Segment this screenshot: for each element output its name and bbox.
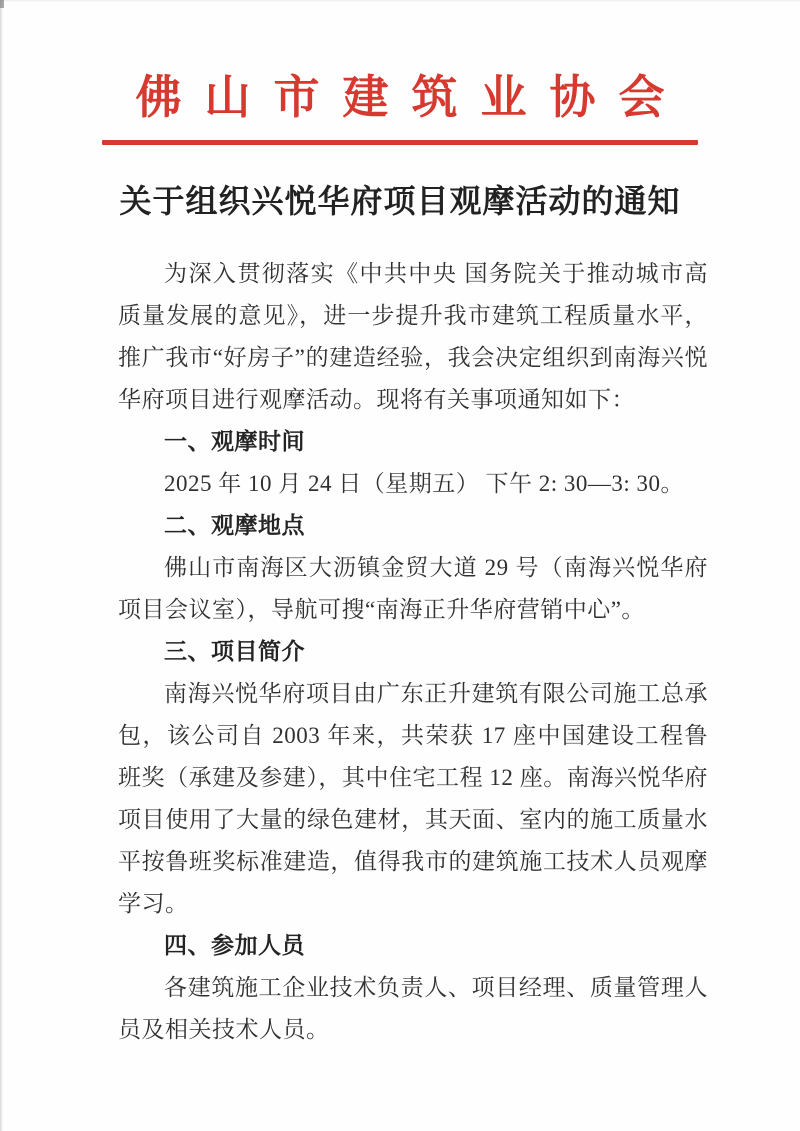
intro-paragraph: 为深入贯彻落实《中共中央 国务院关于推动城市高质量发展的意见》，进一步提升我市建筑工程质量水平，推广我市“好房子”的建造经验，我会决定组织到南海兴悦华府项目进行观摩活动。现将有关事项通知如下： (118, 261, 708, 412)
document-title: 关于组织兴悦华府项目观摩活动的通知 (119, 183, 681, 219)
letterhead-rule (102, 140, 698, 145)
section-body-time: 2025 年 10 月 24 日（星期五） 下午 2: 30—3: 30。 (164, 471, 685, 496)
section-heading-location: 二、观摩地点 (164, 513, 305, 538)
scan-edge-artifact (0, 0, 3, 1131)
section-body-participants: 各建筑施工企业技术负责人、项目经理、质量管理人员及相关技术人员。 (118, 975, 708, 1042)
section-heading-participants: 四、参加人员 (164, 933, 305, 958)
section-body-location: 佛山市南海区大沥镇金贸大道 29 号（南海兴悦华府项目会议室），导航可搜“南海正升华府营销中心”。 (118, 555, 708, 622)
document-body (0, 253, 708, 1051)
section-heading-time: 一、观摩时间 (164, 429, 305, 454)
section-heading-project-intro: 三、项目简介 (164, 639, 305, 664)
scan-edge-artifact (0, 0, 800, 2)
scan-corner-artifact (0, 0, 4, 8)
section-body-project-intro: 南海兴悦华府项目由广东正升建筑有限公司施工总承包，该公司自 2003 年来，共荣获 17 座中国建设工程鲁班奖（承建及参建），其中住宅工程 12 座。南海兴悦华府项目使用了大量的绿色建材，其天面、室内的施工质量水平按鲁班奖标准建造，值得我市的建筑施工技术人员观摩学习。 (118, 681, 708, 916)
letterhead-org-name: 佛山市建筑业协会 (135, 72, 688, 123)
